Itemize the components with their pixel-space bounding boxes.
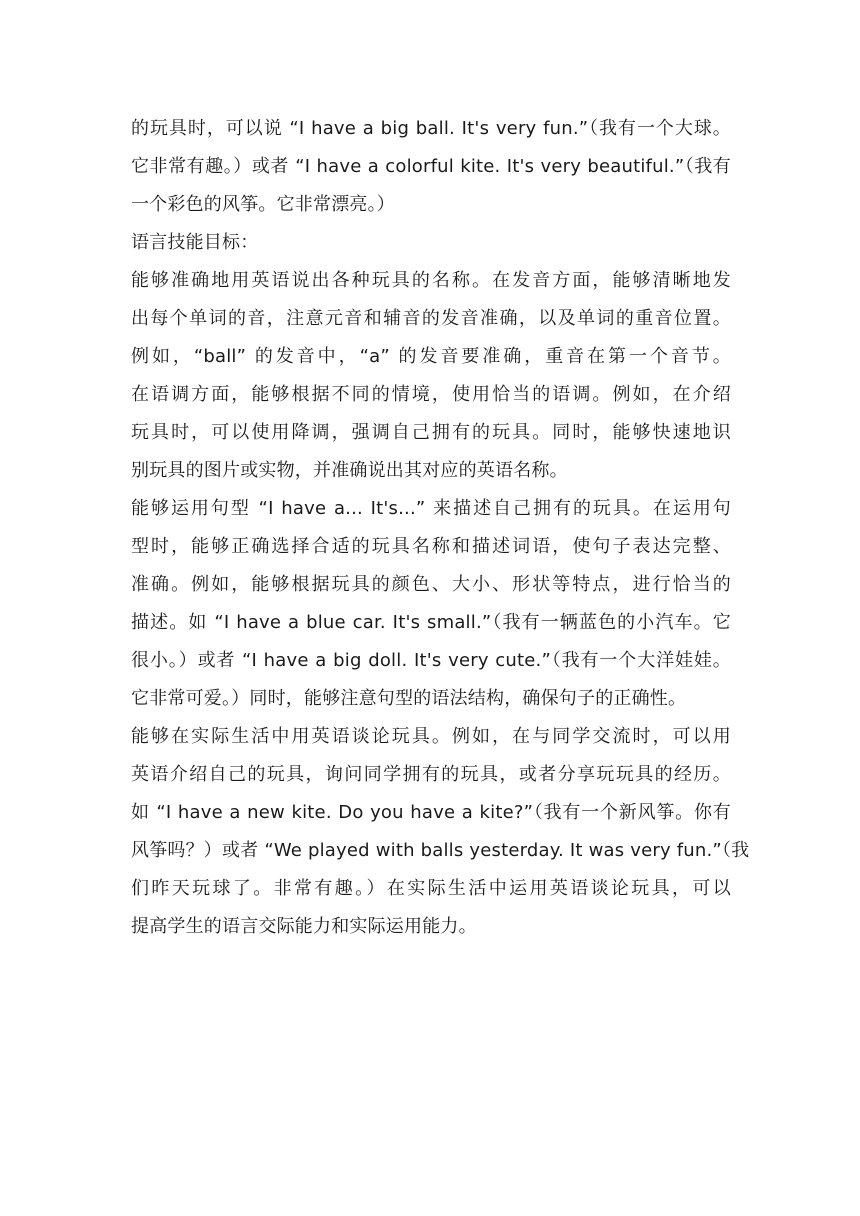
text-line: 在语调方面，能够根据不同的情境，使用恰当的语调。例如，在介绍 — [131, 384, 731, 405]
text-line: 的玩具时，可以说 “I have a big ball. It's very fun.”（我有一个大球。 — [131, 118, 731, 139]
text-line: 一个彩色的风筝。它非常漂亮。） — [131, 194, 395, 215]
text-line: 英语介绍自己的玩具，询问同学拥有的玩具，或者分享玩玩具的经历。 — [131, 764, 731, 785]
text-line: 能够准确地用英语说出各种玩具的名称。在发音方面，能够清晰地发 — [131, 270, 731, 291]
text-line: 出每个单词的音，注意元音和辅音的发音准确，以及单词的重音位置。 — [131, 308, 731, 329]
text-line: 提高学生的语言交际能力和实际运用能力。 — [131, 916, 477, 937]
text-line: 描述。如 “I have a blue car. It's small.”（我有一辆蓝色的小汽车。它 — [131, 612, 731, 633]
text-line: 能够运用句型 “I have a... It's...” 来描述自己拥有的玩具。在运用句 — [131, 498, 731, 519]
text-line: 型时，能够正确选择合适的玩具名称和描述词语，使句子表达完整、 — [131, 536, 731, 557]
text-line: 风筝吗？）或者 “We played with balls yesterday. It was very fun.”（我 — [131, 840, 750, 861]
text-line: 别玩具的图片或实物，并准确说出其对应的英语名称。 — [131, 460, 568, 481]
text-line: 例如，“ball” 的发音中，“a” 的发音要准确，重音在第一个音节。 — [131, 346, 731, 367]
text-line: 它非常有趣。）或者 “I have a colorful kite. It's very beautiful.”（我有 — [131, 156, 731, 177]
section-heading: 语言技能目标： — [131, 232, 259, 253]
body-text — [131, 110, 750, 946]
text-line: 如 “I have a new kite. Do you have a kite?”（我有一个新风筝。你有 — [131, 802, 731, 823]
text-line: 们昨天玩球了。非常有趣。）在实际生活中运用英语谈论玩具，可以 — [131, 878, 731, 899]
text-line: 准确。例如，能够根据玩具的颜色、大小、形状等特点，进行恰当的 — [131, 574, 731, 595]
text-line: 很小。）或者 “I have a big doll. It's very cute.”（我有一个大洋娃娃。 — [131, 650, 731, 671]
text-line: 它非常可爱。）同时，能够注意句型的语法结构，确保句子的正确性。 — [131, 688, 687, 709]
text-line: 玩具时，可以使用降调，强调自己拥有的玩具。同时，能够快速地识 — [131, 422, 731, 443]
text-line: 能够在实际生活中用英语谈论玩具。例如，在与同学交流时，可以用 — [131, 726, 731, 747]
